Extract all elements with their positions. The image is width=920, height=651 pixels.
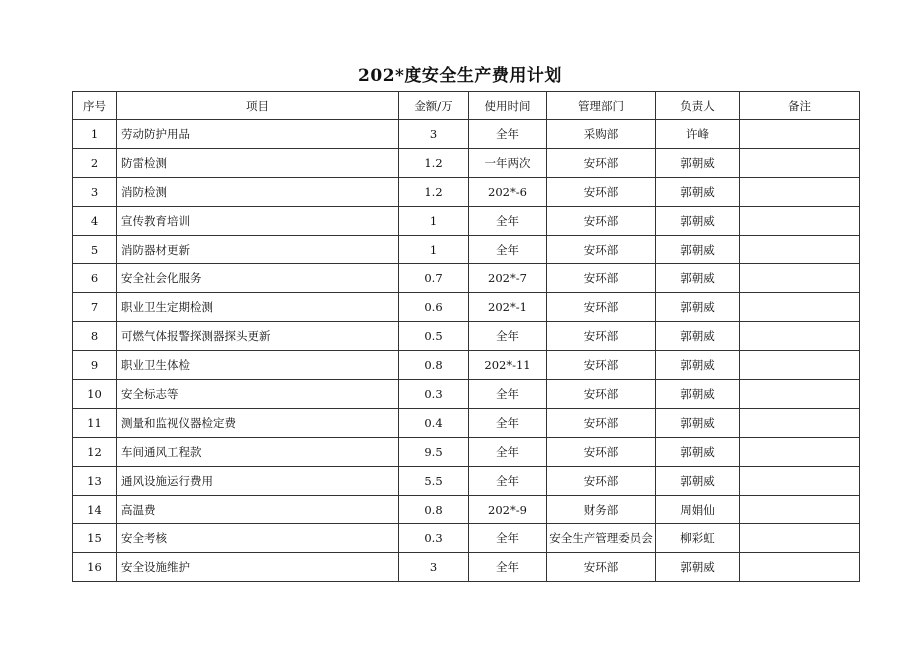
cell-owner: 郭朝威 xyxy=(656,293,740,322)
cell-item: 安全社会化服务 xyxy=(117,264,399,293)
table-row xyxy=(73,206,860,235)
cell-time: 全年 xyxy=(469,206,547,235)
cell-owner: 柳彩虹 xyxy=(656,524,740,553)
table-row xyxy=(73,380,860,409)
cell-dept: 采购部 xyxy=(547,120,656,149)
cell-amount: 0.4 xyxy=(399,408,469,437)
cell-item: 车间通风工程款 xyxy=(117,437,399,466)
cell-owner: 郭朝威 xyxy=(656,322,740,351)
cell-remark xyxy=(740,408,860,437)
cell-remark xyxy=(740,293,860,322)
table-row xyxy=(73,177,860,206)
header-remark: 备注 xyxy=(740,92,860,120)
cell-remark xyxy=(740,437,860,466)
cell-index: 8 xyxy=(73,322,117,351)
cell-time: 全年 xyxy=(469,553,547,582)
cell-time: 全年 xyxy=(469,235,547,264)
cell-amount: 0.3 xyxy=(399,524,469,553)
cell-owner: 郭朝威 xyxy=(656,235,740,264)
cell-item: 职业卫生体检 xyxy=(117,351,399,380)
cell-amount: 0.8 xyxy=(399,351,469,380)
header-item: 项目 xyxy=(117,92,399,120)
cell-amount: 9.5 xyxy=(399,437,469,466)
cell-owner: 郭朝威 xyxy=(656,351,740,380)
cell-dept: 财务部 xyxy=(547,495,656,524)
page-title: 202*度安全生产费用计划 xyxy=(358,66,562,86)
cell-time: 全年 xyxy=(469,524,547,553)
cell-owner: 郭朝威 xyxy=(656,408,740,437)
cell-time: 202*-9 xyxy=(469,495,547,524)
cell-time: 202*-1 xyxy=(469,293,547,322)
table-row xyxy=(73,235,860,264)
safety-cost-plan-table xyxy=(72,91,860,582)
table-row xyxy=(73,408,860,437)
cell-time: 202*-11 xyxy=(469,351,547,380)
cell-index: 11 xyxy=(73,408,117,437)
cell-index: 6 xyxy=(73,264,117,293)
cell-owner: 许峰 xyxy=(656,120,740,149)
cell-index: 15 xyxy=(73,524,117,553)
header-dept: 管理部门 xyxy=(547,92,656,120)
header-index: 序号 xyxy=(73,92,117,120)
cell-amount: 0.3 xyxy=(399,380,469,409)
cell-dept: 安环部 xyxy=(547,293,656,322)
cell-remark xyxy=(740,120,860,149)
cell-time: 202*-7 xyxy=(469,264,547,293)
table-row xyxy=(73,351,860,380)
cell-owner: 郭朝威 xyxy=(656,177,740,206)
cell-index: 3 xyxy=(73,177,117,206)
cell-item: 防雷检测 xyxy=(117,148,399,177)
cell-amount: 5.5 xyxy=(399,466,469,495)
cell-index: 7 xyxy=(73,293,117,322)
cell-item: 消防器材更新 xyxy=(117,235,399,264)
cell-owner: 郭朝威 xyxy=(656,264,740,293)
table-row xyxy=(73,524,860,553)
table-row xyxy=(73,495,860,524)
cell-dept: 安环部 xyxy=(547,437,656,466)
cell-index: 9 xyxy=(73,351,117,380)
cell-item: 安全标志等 xyxy=(117,380,399,409)
cell-item: 通风设施运行费用 xyxy=(117,466,399,495)
cell-time: 202*-6 xyxy=(469,177,547,206)
cell-remark xyxy=(740,148,860,177)
cell-remark xyxy=(740,466,860,495)
cell-index: 2 xyxy=(73,148,117,177)
cell-time: 全年 xyxy=(469,120,547,149)
cell-index: 13 xyxy=(73,466,117,495)
cell-dept: 安环部 xyxy=(547,177,656,206)
cell-remark xyxy=(740,524,860,553)
cell-time: 全年 xyxy=(469,380,547,409)
cell-time: 全年 xyxy=(469,408,547,437)
cell-dept: 安环部 xyxy=(547,408,656,437)
cell-item: 测量和监视仪器检定费 xyxy=(117,408,399,437)
cell-dept: 安环部 xyxy=(547,553,656,582)
cell-remark xyxy=(740,553,860,582)
cell-amount: 0.5 xyxy=(399,322,469,351)
cell-dept: 安环部 xyxy=(547,351,656,380)
cell-index: 4 xyxy=(73,206,117,235)
cell-dept: 安全生产管理委员会 xyxy=(547,524,656,553)
cell-owner: 郭朝威 xyxy=(656,437,740,466)
table-row xyxy=(73,322,860,351)
cell-remark xyxy=(740,177,860,206)
cell-amount: 1.2 xyxy=(399,177,469,206)
cell-owner: 郭朝威 xyxy=(656,553,740,582)
cell-index: 14 xyxy=(73,495,117,524)
cell-dept: 安环部 xyxy=(547,322,656,351)
cell-amount: 1.2 xyxy=(399,148,469,177)
cell-dept: 安环部 xyxy=(547,148,656,177)
cell-remark xyxy=(740,322,860,351)
table-row xyxy=(73,466,860,495)
cell-owner: 郭朝威 xyxy=(656,206,740,235)
header-amount: 金额/万 xyxy=(399,92,469,120)
header-row xyxy=(73,92,860,120)
cell-dept: 安环部 xyxy=(547,264,656,293)
cell-time: 全年 xyxy=(469,322,547,351)
cell-amount: 1 xyxy=(399,206,469,235)
cell-item: 安全设施维护 xyxy=(117,553,399,582)
cell-dept: 安环部 xyxy=(547,380,656,409)
cell-owner: 周娟仙 xyxy=(656,495,740,524)
cell-amount: 3 xyxy=(399,120,469,149)
cell-item: 安全考核 xyxy=(117,524,399,553)
cell-owner: 郭朝威 xyxy=(656,380,740,409)
cell-remark xyxy=(740,380,860,409)
cell-amount: 0.7 xyxy=(399,264,469,293)
header-time: 使用时间 xyxy=(469,92,547,120)
cell-item: 消防检测 xyxy=(117,177,399,206)
cell-amount: 0.6 xyxy=(399,293,469,322)
cell-amount: 3 xyxy=(399,553,469,582)
cell-dept: 安环部 xyxy=(547,206,656,235)
cell-remark xyxy=(740,264,860,293)
cell-owner: 郭朝威 xyxy=(656,148,740,177)
cell-remark xyxy=(740,235,860,264)
cell-dept: 安环部 xyxy=(547,466,656,495)
cell-item: 职业卫生定期检测 xyxy=(117,293,399,322)
table-row xyxy=(73,120,860,149)
cell-item: 宣传教育培训 xyxy=(117,206,399,235)
table-row xyxy=(73,148,860,177)
table-row xyxy=(73,264,860,293)
cell-owner: 郭朝威 xyxy=(656,466,740,495)
cell-time: 全年 xyxy=(469,437,547,466)
cell-dept: 安环部 xyxy=(547,235,656,264)
cell-remark xyxy=(740,495,860,524)
cell-item: 高温费 xyxy=(117,495,399,524)
table-row xyxy=(73,553,860,582)
table-body xyxy=(73,120,860,582)
cell-remark xyxy=(740,206,860,235)
cell-index: 5 xyxy=(73,235,117,264)
cell-amount: 0.8 xyxy=(399,495,469,524)
table-row xyxy=(73,293,860,322)
cell-index: 10 xyxy=(73,380,117,409)
cell-index: 16 xyxy=(73,553,117,582)
cell-remark xyxy=(740,351,860,380)
cell-item: 可燃气体报警探测器探头更新 xyxy=(117,322,399,351)
cell-time: 一年两次 xyxy=(469,148,547,177)
header-owner: 负责人 xyxy=(656,92,740,120)
table-row xyxy=(73,437,860,466)
cell-index: 1 xyxy=(73,120,117,149)
cell-amount: 1 xyxy=(399,235,469,264)
cell-index: 12 xyxy=(73,437,117,466)
cell-item: 劳动防护用品 xyxy=(117,120,399,149)
cell-time: 全年 xyxy=(469,466,547,495)
